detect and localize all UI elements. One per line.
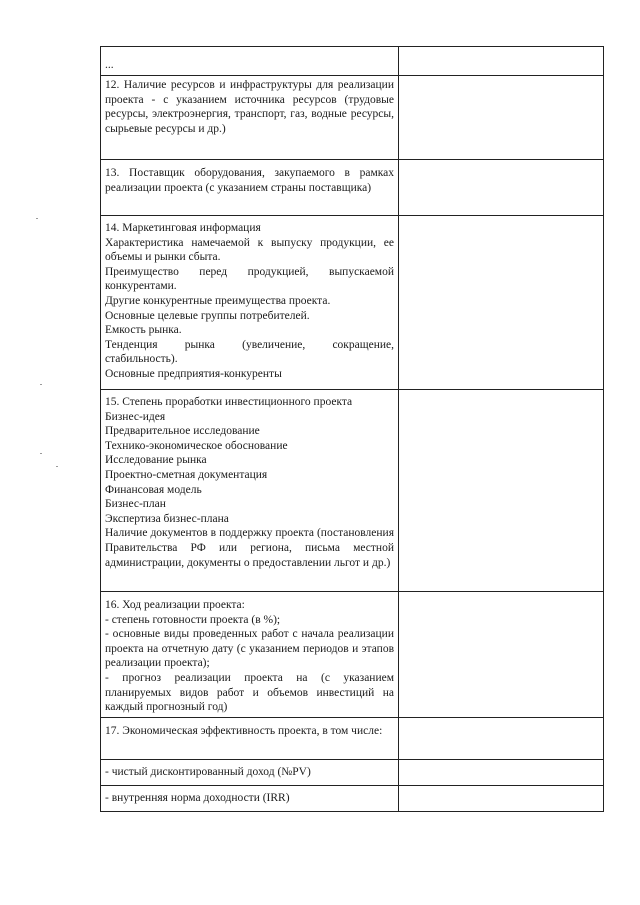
row-15-item: Бизнес-план (105, 498, 166, 511)
value-cell[interactable] (399, 160, 604, 216)
row-label-cell (101, 717, 399, 759)
row-14-item: Характеристика намечаемой к выпуску продукции, ее объемы и рынки сбыта. (105, 236, 394, 264)
row-12-text: 12. Наличие ресурсов и инфраструктуры для реализации проекта - с указанием источника ресурсов (трудовые ресурсы, электроэнергия, транспорт, газ, водные ресурсы, сырьевые ресурсы и др.) (105, 79, 394, 135)
row-16-heading: 16. Ход реализации проекта: (105, 599, 245, 611)
row-15-item: Финансовая модель (105, 483, 202, 496)
row-label-cell (101, 759, 399, 785)
row-15-item: Проектно-сметная документация (105, 468, 268, 481)
margin-mark (40, 384, 42, 385)
row-14-item: Основные предприятия-конкуренты (105, 367, 282, 380)
margin-mark (56, 466, 58, 467)
row-14-item: Основные целевые группы потребителей. (105, 309, 310, 322)
row-15-item: Исследование рынка (105, 454, 207, 467)
row-15-item: Бизнес-идея (105, 410, 166, 423)
value-cell[interactable] (399, 592, 604, 718)
irr-text: - внутренняя норма доходности (IRR) (105, 791, 290, 804)
table-row (101, 390, 604, 592)
row-16-item: - степень готовности проекта (в %); (105, 613, 281, 626)
row-14-item: Тенденция рынка (увеличение, сокращение, стабильность). (105, 338, 394, 366)
row-label-cell (101, 785, 399, 811)
table-row (101, 785, 604, 811)
row-label-cell (101, 216, 399, 390)
row-label-cell (101, 76, 399, 160)
table-row (101, 717, 604, 759)
row-14-item: Емкость рынка. (105, 324, 182, 337)
margin-mark (40, 453, 42, 454)
table-row (101, 759, 604, 785)
row-14-item: Преимущество перед продукцией, выпускаемой конкурентами. (105, 265, 394, 293)
row-14-item: Другие конкурентные преимущества проекта. (105, 294, 331, 307)
value-cell[interactable] (399, 216, 604, 390)
row-label-cell (101, 160, 399, 216)
row-16-item: - основные виды проведенных работ с начала реализации проекта на отчетную дату (с указанием периодов и этапов реализации проекта); (105, 628, 394, 670)
value-cell[interactable] (399, 390, 604, 592)
value-cell[interactable] (399, 785, 604, 811)
table-row (101, 592, 604, 718)
table-row (101, 216, 604, 390)
npv-text: - чистый дисконтированный доход (№PV) (105, 765, 311, 778)
row-14-heading: 14. Маркетинговая информация (105, 222, 261, 234)
row-16-item: - прогноз реализации проекта на (с указанием планируемых видов работ и объемов инвестиций на каждый прогнозный год) (105, 671, 394, 714)
row-13-text: 13. Поставщик оборудования, закупаемого в рамках реализации проекта (с указанием страны поставщика) (105, 167, 394, 194)
table-row (101, 76, 604, 160)
row-15-heading: 15. Степень проработки инвестиционного проекта (105, 396, 353, 408)
value-cell[interactable] (399, 47, 604, 76)
row-15-item: Предварительное исследование (105, 425, 260, 438)
table-row (101, 47, 604, 76)
row-label-cell (101, 592, 399, 718)
row-15-item: Технико-экономическое обоснование (105, 439, 288, 452)
row-label-cell (101, 47, 399, 76)
project-info-table (100, 46, 604, 812)
ellipsis-text: ... (105, 59, 114, 72)
value-cell[interactable] (399, 759, 604, 785)
value-cell[interactable] (399, 717, 604, 759)
row-15-item: Экспертиза бизнес-плана (105, 512, 229, 525)
margin-mark (36, 218, 38, 219)
row-15-item: Наличие документов в поддержку проекта (постановления Правительства РФ или региона, письма местной администрации, документы о предоставлении льгот и др.) (105, 527, 394, 569)
table-row (101, 160, 604, 216)
value-cell[interactable] (399, 76, 604, 160)
row-17-text: 17. Экономическая эффективность проекта, в том числе: (105, 724, 383, 737)
row-label-cell (101, 390, 399, 592)
